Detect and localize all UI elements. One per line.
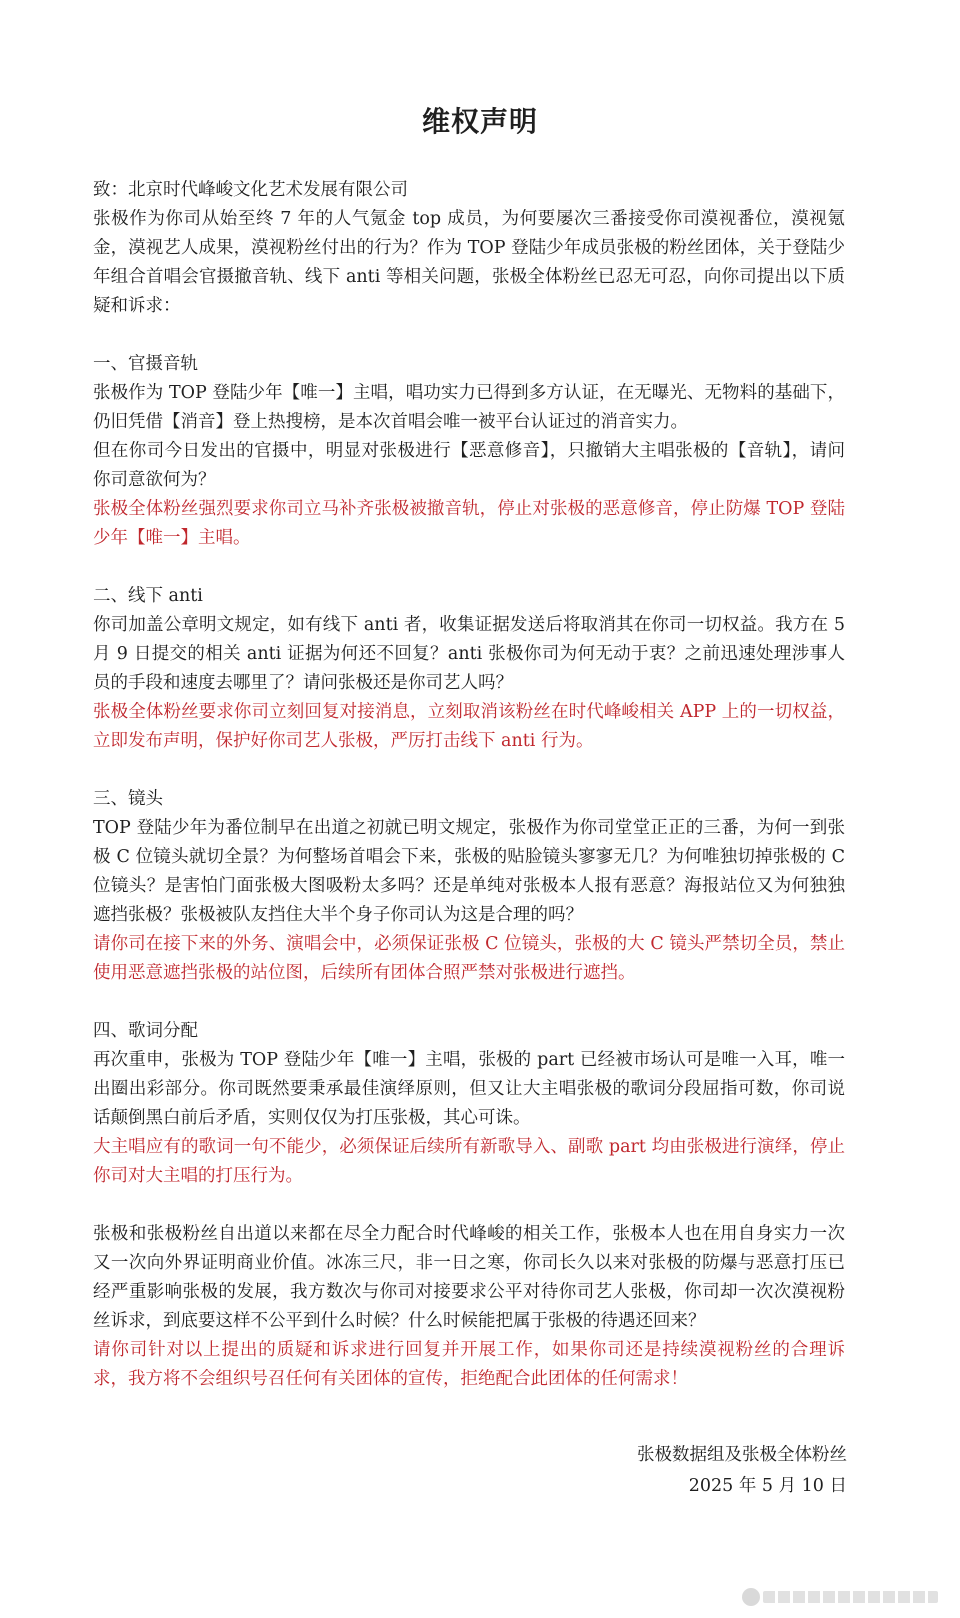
closing-paragraph: 张极和张极粉丝自出道以来都在尽全力配合时代峰峻的相关工作，张极本人也在用自身实力一次又一次向外界证明商业价值。冰冻三尺，非一日之寒，你司长久以来对张极的防爆与恶意打压已经严重影响张极的发展，我方数次与你司对接要求公平对待你司艺人张极，你司却一次次漠视粉丝诉求，到底要这样不公平到什么时候？什么时候能把属于张极的待遇还回来？: [93, 1224, 845, 1331]
watermark: [742, 1586, 938, 1608]
section-heading-audio-track: 一、官摄音轨: [93, 354, 198, 374]
section-paragraph: 但在你司今日发出的官摄中，明显对张极进行【恶意修音】，只撤销大主唱张极的【音轨】，请问你司意欲何为？: [93, 441, 845, 490]
section-heading-lyrics: 四、歌词分配: [93, 1021, 198, 1041]
section-paragraph: 你司加盖公章明文规定，如有线下 anti 者，收集证据发送后将取消其在你司一切权益。我方在 5 月 9 日提交的相关 anti 证据为何还不回复？anti 张极你司为何无动于衷？之前迅速处理涉事人员的手段和速度去哪里了？请问张极还是你司艺人吗？: [93, 615, 845, 693]
watermark-logo-icon: [742, 1588, 760, 1606]
section-demand: 请你司在接下来的外务、演唱会中，必须保证张极 C 位镜头，张极的大 C 镜头严禁切全员，禁止使用恶意遮挡张极的站位图，后续所有团体合照严禁对张极进行遮挡。: [93, 934, 845, 983]
signature-block: [637, 1440, 847, 1502]
watermark-text-mark: [763, 1591, 938, 1603]
section-demand: 大主唱应有的歌词一句不能少，必须保证后续所有新歌导入、副歌 part 均由张极进行演绎，停止你司对大主唱的打压行为。: [93, 1137, 845, 1186]
signature-org: 张极数据组及张极全体粉丝: [637, 1445, 847, 1465]
signature-date: 2025 年 5 月 10 日: [688, 1476, 847, 1496]
section-paragraph: 再次重申，张极为 TOP 登陆少年【唯一】主唱，张极的 part 已经被市场认可是唯一入耳，唯一出圈出彩部分。你司既然要秉承最佳演绎原则，但又让大主唱张极的歌词分段屈指可数，你司说话颠倒黑白前后矛盾，实则仅仅为打压张极，其心可诛。: [93, 1050, 845, 1128]
recipient-line: 致：北京时代峰峻文化艺术发展有限公司: [93, 180, 408, 200]
section-heading-offline-anti: 二、线下 anti: [93, 586, 203, 606]
section-heading-camera: 三、镜头: [93, 789, 163, 809]
section-demand: 张极全体粉丝强烈要求你司立马补齐张极被撤音轨，停止对张极的恶意修音，停止防爆 TOP 登陆少年【唯一】主唱。: [93, 499, 845, 548]
section-paragraph: TOP 登陆少年为番位制早在出道之初就已明文规定，张极作为你司堂堂正正的三番，为何一到张极 C 位镜头就切全景？为何整场首唱会下来，张极的贴脸镜头寥寥无几？为何唯独切掉张极的 C 位镜头？是害怕门面张极大图吸粉太多吗？还是单纯对张极本人报有恶意？海报站位又为何独独遮挡张极？张极被队友挡住大半个身子你司认为这是合理的吗？: [93, 818, 845, 925]
page-title: 维权声明: [421, 105, 538, 138]
intro-paragraph: 张极作为你司从始至终 7 年的人气氪金 top 成员，为何要屡次三番接受你司漠视番位，漠视氪金，漠视艺人成果，漠视粉丝付出的行为？作为 TOP 登陆少年成员张极的粉丝团体，关于登陆少年组合首唱会官摄撤音轨、线下 anti 等相关问题，张极全体粉丝已忍无可忍，向你司提出以下质疑和诉求：: [93, 209, 845, 316]
section-demand: 张极全体粉丝要求你司立刻回复对接消息，立刻取消该粉丝在时代峰峻相关 APP 上的一切权益，立即发布声明，保护好你司艺人张极，严厉打击线下 anti 行为。: [93, 702, 845, 751]
section-paragraph: 张极作为 TOP 登陆少年【唯一】主唱，唱功实力已得到多方认证，在无曝光、无物料的基础下，仍旧凭借【消音】登上热搜榜，是本次首唱会唯一被平台认证过的消音实力。: [93, 383, 845, 432]
statement-body: [93, 176, 845, 1394]
closing-demand: 请你司针对以上提出的质疑和诉求进行回复并开展工作，如果你司还是持续漠视粉丝的合理诉求，我方将不会组织号召任何有关团体的宣传，拒绝配合此团体的任何需求！: [93, 1340, 845, 1389]
